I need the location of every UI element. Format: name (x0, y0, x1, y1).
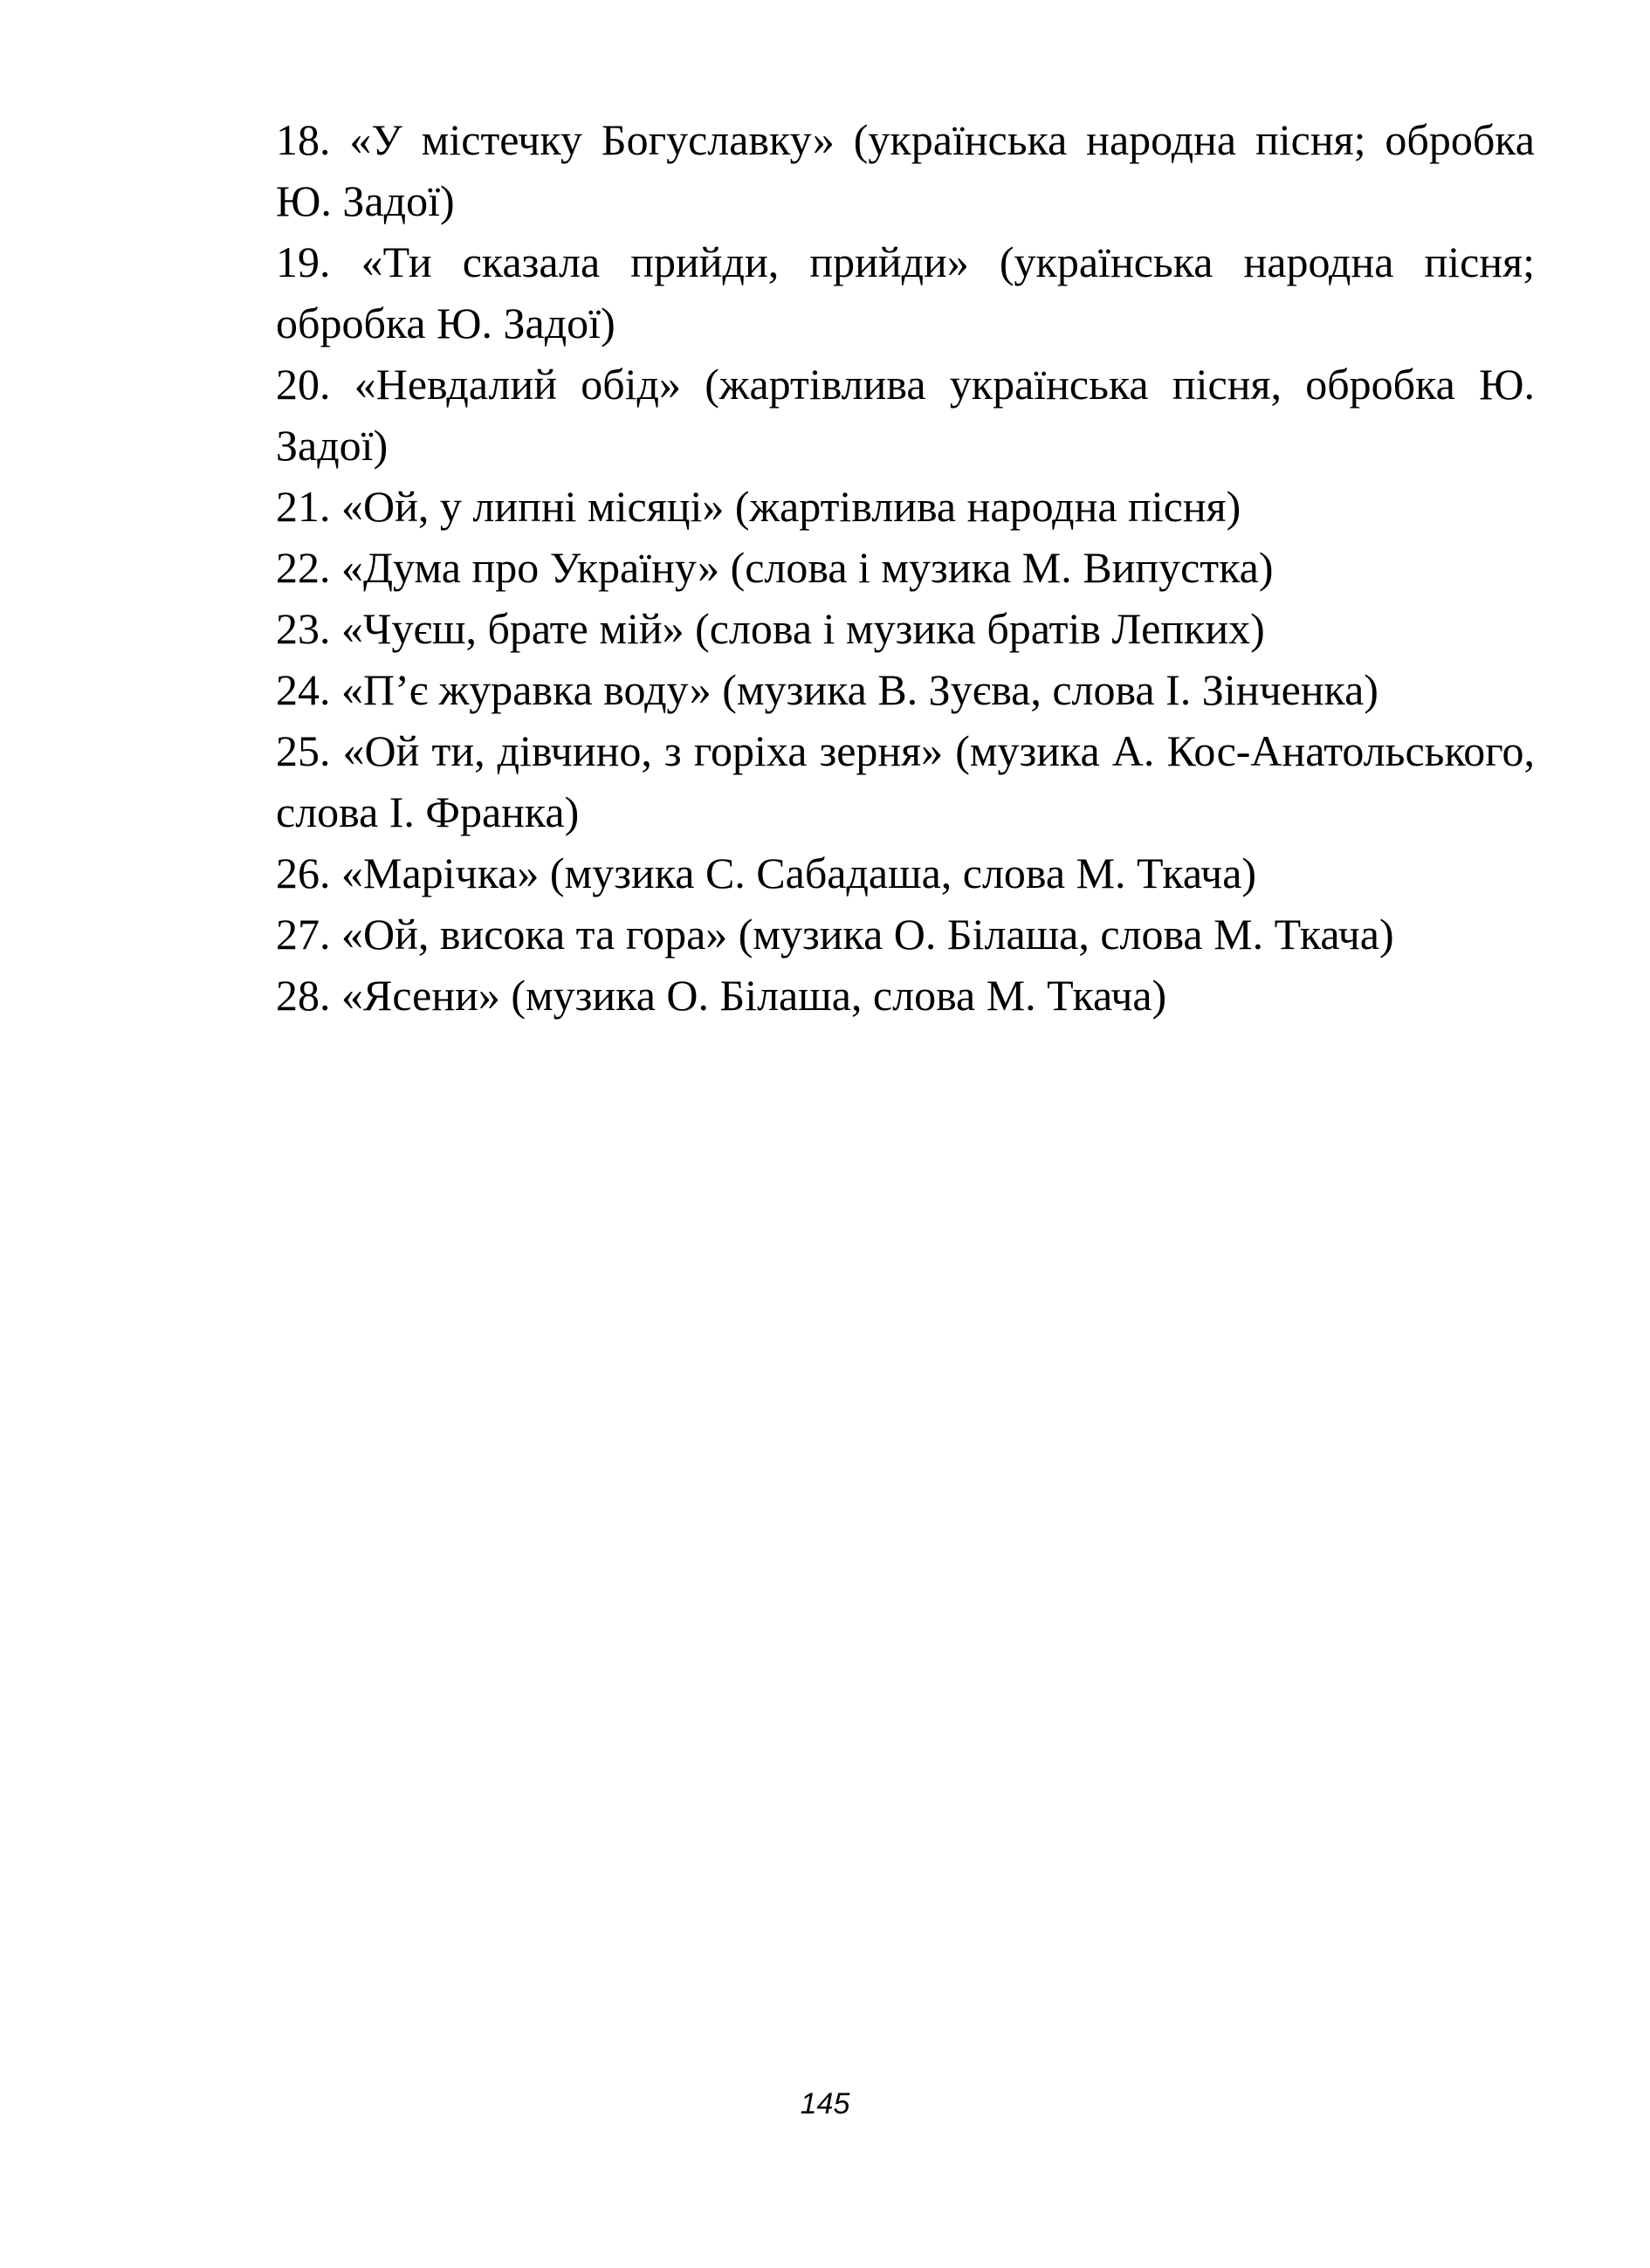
song-entry-27: 27. «Ой, висока та гора» (музика О. Білаша, слова М. Ткача) (276, 910, 1394, 959)
song-entry-23: 23. «Чуєш, брате мій» (слова і музика братів Лепких) (276, 604, 1265, 653)
song-entry-21: 21. «Ой, у липні місяці» (жартівлива народна пісня) (276, 482, 1241, 531)
page-number: 145 (800, 2087, 850, 2120)
song-entry-18: 18. «У містечку Богуславку» (українська народна пісня; обробка Ю. Задої) (276, 115, 1535, 225)
song-list (276, 109, 1535, 1026)
song-entry-19: 19. «Ти сказала прийди, прийди» (українська народна пісня; обробка Ю. Задої) (276, 237, 1535, 347)
song-entry-22: 22. «Дума про Україну» (слова і музика М. Випустка) (276, 543, 1274, 592)
song-entry-24: 24. «П’є журавка воду» (музика В. Зуєва, слова І. Зінченка) (276, 665, 1378, 714)
song-entry-28: 28. «Ясени» (музика О. Білаша, слова М. Ткача) (276, 971, 1167, 1020)
song-entry-25: 25. «Ой ти, дівчино, з горіха зерня» (музика А. Кос-Анатольського, слова І. Франка) (276, 726, 1535, 836)
song-entry-20: 20. «Невдалий обід» (жартівлива українська пісня, обробка Ю. Задої) (276, 360, 1535, 470)
song-entry-26: 26. «Марічка» (музика С. Сабадаша, слова М. Ткача) (276, 849, 1257, 897)
